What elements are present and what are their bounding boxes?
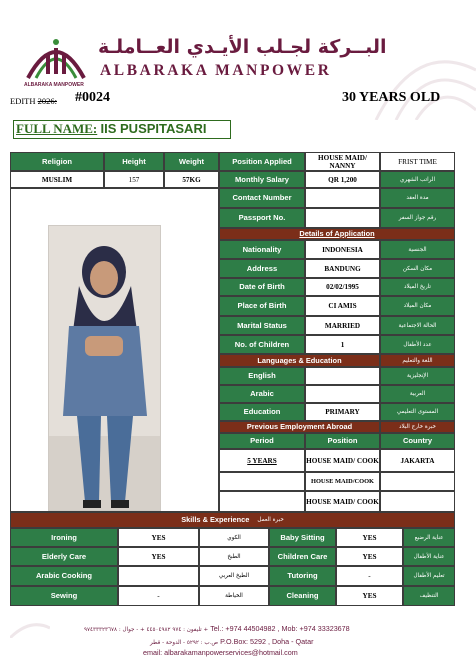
- value-place-of-birth: CI AMIS: [305, 296, 380, 316]
- value-english: [305, 367, 380, 385]
- weight-value: 57KG: [164, 171, 219, 188]
- skill-cleaning-value: YES: [336, 586, 403, 606]
- skill-ironing-label: Ironing: [10, 528, 118, 547]
- section-skills-experience: [10, 512, 455, 528]
- employment-period-2: [219, 472, 305, 491]
- arabic-date-of-birth: تاريخ الميلاد: [380, 278, 455, 296]
- skill-arabic-cooking-arabic: الطبخ العربي: [199, 566, 269, 586]
- height-value: 157: [104, 171, 164, 188]
- label-monthly-salary: Monthly Salary: [219, 171, 305, 188]
- full-name-value: IIS PUSPITASARI: [100, 121, 207, 136]
- value-date-of-birth: 02/02/1995: [305, 278, 380, 296]
- label-date-of-birth: Date of Birth: [219, 278, 305, 296]
- label-english: English: [219, 367, 305, 385]
- applicant-photo: [48, 225, 161, 511]
- edition-text: EDITH: [10, 96, 36, 106]
- section-details-of-application: [219, 228, 455, 240]
- arabic-no-of-children: عدد الأطفال: [380, 335, 455, 354]
- label-arabic: Arabic: [219, 385, 305, 403]
- footer-pobox-arabic: ص.ب : ٥٢٩٢ - الدوحة - قطر: [150, 640, 219, 646]
- employment-position-1: HOUSE MAID/ COOK: [305, 449, 380, 472]
- employment-period-3: [219, 491, 305, 512]
- age-label: 30 YEARS OLD: [342, 90, 441, 105]
- edition-label: [10, 96, 57, 106]
- value-no-of-children: 1: [305, 335, 380, 354]
- photo-area-top: [10, 188, 219, 228]
- details-title: Details of Application: [299, 229, 375, 238]
- value-marital-status: MARRIED: [305, 316, 380, 335]
- skill-ironing-arabic: الكوي: [199, 528, 269, 547]
- brand-name-english: ALBARAKA MANPOWER: [100, 62, 332, 79]
- brand-name-arabic: البــركة لجـلب الأيـدي العــاملـة: [98, 36, 387, 58]
- edition-year: 2026:: [37, 96, 57, 106]
- skill-tutoring-label: Tutoring: [269, 566, 336, 586]
- skill-cleaning-arabic: التنظيف: [403, 586, 455, 606]
- value-monthly-salary: QR 1,200: [305, 171, 380, 188]
- skill-elderly-care-arabic: الطبخ: [199, 547, 269, 566]
- header-period: Period: [219, 433, 305, 449]
- skills-title: Skills & Experience: [181, 515, 250, 524]
- arabic-address: مكان السكن: [380, 259, 455, 278]
- header-country: Country: [380, 433, 455, 449]
- skills-title-arabic: خبرة العمل: [257, 517, 284, 523]
- footer-email[interactable]: email: albarakamanpowerservices@hotmail.com: [143, 648, 298, 657]
- footer-decoration: [10, 618, 50, 638]
- header-position-applied: Position Applied: [219, 152, 305, 171]
- employment-period-1-text: 5 YEARS: [247, 456, 277, 465]
- person-portrait-icon: [49, 226, 161, 511]
- decorative-pattern: [356, 40, 476, 120]
- footer-phones: [84, 624, 350, 633]
- skill-tutoring-arabic: تعليم الأطفال: [403, 566, 455, 586]
- skill-children-care-label: Children Care: [269, 547, 336, 566]
- arabic-education: المستوى التعليمي: [380, 403, 455, 421]
- footer-pobox-english: P.O.Box: 5292 , Doha - Qatar: [220, 637, 314, 646]
- first-time: FRIST TIME: [380, 152, 455, 171]
- arabic-marital-status: الحالة الاجتماعية: [380, 316, 455, 335]
- header-weight: Weight: [164, 152, 219, 171]
- full-name-label: FULL NAME:: [16, 121, 98, 136]
- section-languages-education: Languages & Education: [219, 354, 380, 367]
- label-address: Address: [219, 259, 305, 278]
- religion-value: MUSLIM: [10, 171, 104, 188]
- skill-arabic-cooking-value: [118, 566, 199, 586]
- value-nationality: INDONESIA: [305, 240, 380, 259]
- skill-baby-sitting-value: YES: [336, 528, 403, 547]
- skill-sewing-label: Sewing: [10, 586, 118, 606]
- skill-children-care-arabic: عناية الأطفال: [403, 547, 455, 566]
- value-arabic: [305, 385, 380, 403]
- logo-caption: ALBARAKA MANPOWER: [24, 82, 84, 88]
- skill-children-care-value: YES: [336, 547, 403, 566]
- skill-sewing-arabic: الخياطة: [199, 586, 269, 606]
- header-position: Position: [305, 433, 380, 449]
- header-height: Height: [104, 152, 164, 171]
- label-marital-status: Marital Status: [219, 316, 305, 335]
- employment-country-2: [380, 472, 455, 491]
- arabic-contact-number: مدة العقد: [380, 188, 455, 208]
- footer-phones-arabic: تليفون : ٩٧٤ ٤٤٥٠٤٩٨٢ + - جوال : ٩٧٤٣٣٣٢٣٦٧٨ +: [84, 627, 209, 633]
- arabic-nationality: الجنسية: [380, 240, 455, 259]
- header-religion: Religion: [10, 152, 104, 171]
- employment-position-3: HOUSE MAID/ COOK: [305, 491, 380, 512]
- section-languages-education-arabic: اللغة والتعليم: [380, 354, 455, 367]
- skill-sewing-value: -: [118, 586, 199, 606]
- value-address: BANDUNG: [305, 259, 380, 278]
- employment-country-3: [380, 491, 455, 512]
- label-nationality: Nationality: [219, 240, 305, 259]
- value-contact-number: [305, 188, 380, 208]
- skill-cleaning-label: Cleaning: [269, 586, 336, 606]
- label-no-of-children: No. of Children: [219, 335, 305, 354]
- skill-elderly-care-value: YES: [118, 547, 199, 566]
- skill-baby-sitting-arabic: عناية الرضيع: [403, 528, 455, 547]
- skill-tutoring-value: -: [336, 566, 403, 586]
- label-contact-number: Contact Number: [219, 188, 305, 208]
- arabic-arabic: العربية: [380, 385, 455, 403]
- value-passport-no: [305, 208, 380, 228]
- arabic-passport-no: رقم جواز السفر: [380, 208, 455, 228]
- label-passport-no: Passport No.: [219, 208, 305, 228]
- skill-baby-sitting-label: Baby Sitting: [269, 528, 336, 547]
- label-education: Education: [219, 403, 305, 421]
- position-value: HOUSE MAID/ NANNY: [305, 152, 380, 171]
- employment-country-1: JAKARTA: [380, 449, 455, 472]
- skill-arabic-cooking-label: Arabic Cooking: [10, 566, 118, 586]
- section-previous-employment-arabic: خبرة خارج البلاد: [380, 421, 455, 433]
- reference-number: #0024: [75, 90, 110, 105]
- skill-ironing-value: YES: [118, 528, 199, 547]
- arabic-english: الإنجليزية: [380, 367, 455, 385]
- footer-pobox: [150, 637, 314, 646]
- employment-period-1: [219, 449, 305, 472]
- footer-phones-english: Tel.: +974 44504982 , Mob: +974 33323678: [210, 624, 350, 633]
- value-education: PRIMARY: [305, 403, 380, 421]
- company-logo: [20, 30, 92, 82]
- section-previous-employment: Previous Employment Abroad: [219, 421, 380, 433]
- arabic-place-of-birth: مكان الميلاد: [380, 296, 455, 316]
- employment-position-2: HOUSE MAID/COOK: [305, 472, 380, 491]
- arabic-monthly-salary: الراتب الشهري: [380, 171, 455, 188]
- full-name: [13, 120, 231, 139]
- label-place-of-birth: Place of Birth: [219, 296, 305, 316]
- skill-elderly-care-label: Elderly Care: [10, 547, 118, 566]
